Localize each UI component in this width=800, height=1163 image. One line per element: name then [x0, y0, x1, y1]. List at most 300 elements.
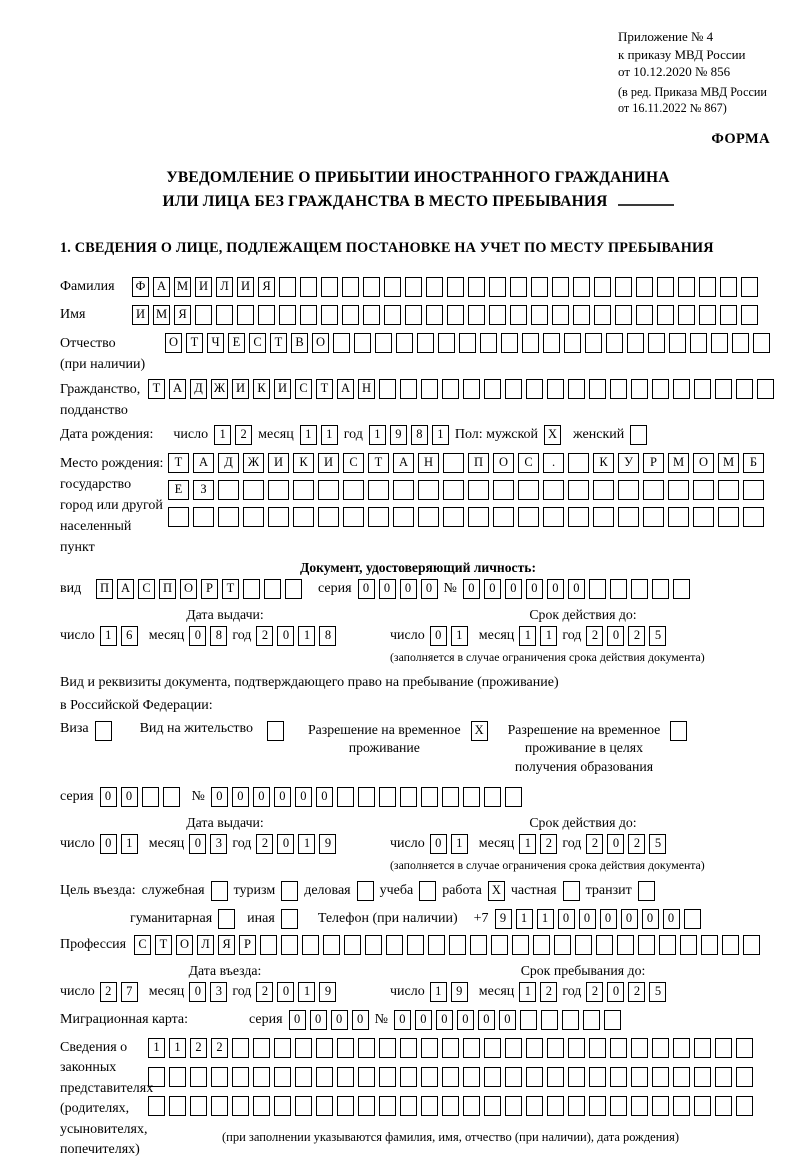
representatives-cells-1	[148, 1038, 753, 1058]
visa-checkbox	[95, 721, 112, 741]
char-cell: 2	[256, 834, 273, 854]
char-cell	[732, 333, 749, 353]
char-cell	[344, 935, 361, 955]
representatives-label-line: усыновителях,	[60, 1121, 148, 1137]
char-cell: Т	[316, 379, 333, 399]
char-cell	[195, 305, 212, 325]
issue-date-block	[60, 607, 390, 665]
char-cell: 0	[352, 1010, 369, 1030]
char-cell: 2	[256, 982, 273, 1002]
char-cell: X	[471, 721, 488, 741]
char-cell	[673, 1067, 690, 1087]
char-cell	[673, 379, 690, 399]
migration-card-label: Миграционная карта:	[60, 1011, 189, 1027]
char-cell	[673, 579, 690, 599]
purpose-tourism-checkbox	[281, 881, 298, 901]
char-cell	[400, 787, 417, 807]
char-cell: Р	[643, 453, 664, 473]
char-cell	[421, 1038, 438, 1058]
char-cell	[684, 909, 701, 929]
char-cell: X	[544, 425, 561, 445]
char-cell	[463, 1067, 480, 1087]
citizenship-label-line: Гражданство,	[60, 381, 141, 397]
valid-year-cells	[586, 834, 666, 854]
char-cell	[418, 480, 439, 500]
char-cell	[253, 1038, 270, 1058]
surname-row	[60, 277, 776, 297]
char-cell: М	[174, 277, 191, 297]
entry-date-block	[60, 963, 390, 1002]
form-title-line2: ИЛИ ЛИЦА БЕЗ ГРАЖДАНСТВА В МЕСТО ПРЕБЫВАНИЯ	[162, 192, 608, 210]
char-cell	[337, 1038, 354, 1058]
char-cell: Е	[168, 480, 189, 500]
patronymic-row	[60, 333, 776, 375]
char-cell	[757, 379, 774, 399]
char-cell	[694, 1096, 711, 1116]
char-cell: 0	[579, 909, 596, 929]
edition-line: (в ред. Приказа МВД России	[618, 84, 767, 99]
char-cell	[568, 1038, 585, 1058]
char-cell: К	[253, 379, 270, 399]
char-cell	[405, 277, 422, 297]
char-cell: 2	[256, 626, 273, 646]
char-cell: 0	[253, 787, 270, 807]
char-cell: Е	[228, 333, 245, 353]
char-cell: З	[193, 480, 214, 500]
char-cell: 0	[277, 982, 294, 1002]
sex-female-checkbox	[630, 425, 647, 445]
char-cell: Б	[743, 453, 764, 473]
char-cell	[393, 507, 414, 527]
patronymic-label-line: (при наличии)	[60, 356, 146, 372]
char-cell	[631, 1096, 648, 1116]
char-cell	[520, 1010, 537, 1030]
char-cell	[337, 1067, 354, 1087]
char-cell: 0	[463, 579, 480, 599]
char-cell	[379, 1096, 396, 1116]
char-cell: 0	[358, 579, 375, 599]
representatives-label	[60, 1038, 154, 1161]
char-cell	[484, 1096, 501, 1116]
char-cell	[505, 1038, 522, 1058]
residence-doc-intro	[60, 671, 776, 717]
valid-day-cells	[430, 834, 468, 854]
residence-doc-dates	[60, 815, 776, 873]
char-cell	[379, 787, 396, 807]
purpose-business-label: деловая	[304, 882, 351, 898]
char-cell: Р	[239, 935, 256, 955]
char-cell: 9	[495, 909, 512, 929]
surname-label: Фамилия	[60, 278, 115, 294]
char-cell	[358, 1096, 375, 1116]
char-cell	[443, 480, 464, 500]
doc-number-cells	[463, 579, 690, 599]
char-cell	[589, 379, 606, 399]
char-cell	[243, 579, 260, 599]
month-label: месяц	[148, 627, 185, 643]
year-label: год	[562, 983, 582, 999]
char-cell	[484, 1038, 501, 1058]
char-cell: 0	[400, 579, 417, 599]
char-cell	[643, 507, 664, 527]
profession-cells	[134, 935, 760, 955]
char-cell	[343, 480, 364, 500]
char-cell	[589, 1067, 606, 1087]
day-label: число	[390, 983, 425, 999]
char-cell	[274, 1038, 291, 1058]
char-cell: 0	[289, 1010, 306, 1030]
char-cell: 5	[649, 982, 666, 1002]
char-cell	[480, 333, 497, 353]
purpose-private-label: частная	[510, 882, 557, 898]
patronymic-label	[60, 333, 165, 375]
char-cell	[318, 507, 339, 527]
char-cell	[631, 379, 648, 399]
char-cell: 2	[540, 982, 557, 1002]
edu-permit-label-line: получения образования	[514, 759, 654, 775]
migration-card-row	[60, 1010, 776, 1030]
char-cell	[543, 333, 560, 353]
purpose-row-2	[130, 909, 776, 929]
char-cell	[442, 379, 459, 399]
form-title-line2-wrap	[60, 190, 776, 214]
char-cell: 9	[319, 982, 336, 1002]
char-cell: Я	[218, 935, 235, 955]
char-cell: А	[153, 277, 170, 297]
char-cell	[699, 305, 716, 325]
char-cell	[343, 507, 364, 527]
char-cell: Я	[258, 277, 275, 297]
char-cell: 0	[547, 579, 564, 599]
char-cell	[211, 1067, 228, 1087]
char-cell	[323, 935, 340, 955]
char-cell	[589, 579, 606, 599]
month-label: месяц	[148, 835, 185, 851]
char-cell	[274, 1096, 291, 1116]
char-cell	[522, 333, 539, 353]
valid-day-cells	[430, 626, 468, 646]
char-cell	[384, 277, 401, 297]
char-cell	[720, 277, 737, 297]
valid-date-heading: Срок действия до:	[529, 814, 637, 830]
char-cell	[218, 507, 239, 527]
temp-permit-label-line: проживание	[348, 740, 420, 756]
char-cell	[489, 305, 506, 325]
char-cell	[168, 507, 189, 527]
migration-number-cells	[394, 1010, 621, 1030]
residence-doc-types-row	[60, 721, 776, 777]
char-cell: 0	[277, 626, 294, 646]
char-cell	[426, 277, 443, 297]
valid-year-cells	[586, 626, 666, 646]
char-cell: 0	[607, 626, 624, 646]
char-cell	[541, 1010, 558, 1030]
char-cell	[670, 721, 687, 741]
char-cell	[459, 333, 476, 353]
char-cell	[421, 379, 438, 399]
char-cell	[547, 1067, 564, 1087]
char-cell	[300, 277, 317, 297]
char-cell: 2	[235, 425, 252, 445]
char-cell: 2	[100, 982, 117, 1002]
citizenship-label-line: подданство	[60, 402, 128, 418]
sex-male-checkbox	[544, 425, 561, 445]
entry-month-cells	[189, 982, 227, 1002]
char-cell: 2	[586, 834, 603, 854]
char-cell: 3	[210, 834, 227, 854]
char-cell	[573, 277, 590, 297]
char-cell: Л	[197, 935, 214, 955]
char-cell: 9	[390, 425, 407, 445]
char-cell	[281, 909, 298, 929]
day-label: число	[60, 835, 95, 851]
char-cell	[216, 305, 233, 325]
char-cell	[316, 1067, 333, 1087]
char-cell: У	[618, 453, 639, 473]
birth-place-row	[60, 453, 776, 558]
char-cell	[279, 277, 296, 297]
month-label: месяц	[478, 835, 515, 851]
char-cell: Т	[186, 333, 203, 353]
char-cell	[354, 333, 371, 353]
issue-date-heading: Дата выдачи:	[186, 606, 264, 622]
char-cell: Ч	[207, 333, 224, 353]
char-cell	[518, 507, 539, 527]
char-cell	[593, 480, 614, 500]
char-cell	[526, 1067, 543, 1087]
char-cell	[400, 1038, 417, 1058]
char-cell	[148, 1067, 165, 1087]
char-cell	[722, 935, 739, 955]
char-cell	[533, 935, 550, 955]
char-cell: 0	[100, 834, 117, 854]
purpose-label: Цель въезда:	[60, 882, 136, 898]
char-cell	[743, 480, 764, 500]
birth-place-cells-2	[168, 480, 764, 500]
char-cell	[295, 1096, 312, 1116]
char-cell: 1	[451, 834, 468, 854]
char-cell	[318, 480, 339, 500]
char-cell	[568, 1096, 585, 1116]
char-cell: 1	[451, 626, 468, 646]
residence-number-cells	[211, 787, 522, 807]
appendix-line: к приказу МВД России	[618, 46, 746, 62]
month-label: месяц	[258, 426, 294, 442]
year-label: год	[232, 627, 252, 643]
char-cell	[95, 721, 112, 741]
char-cell	[281, 881, 298, 901]
char-cell: 1	[321, 425, 338, 445]
char-cell: 0	[436, 1010, 453, 1030]
char-cell: 9	[451, 982, 468, 1002]
phone-prefix: +7	[473, 910, 489, 926]
char-cell	[715, 1038, 732, 1058]
stay-day-cells	[430, 982, 468, 1002]
purpose-humanitarian-label: гуманитарная	[130, 910, 213, 926]
char-cell	[342, 305, 359, 325]
purpose-other-label: иная	[247, 910, 275, 926]
char-cell	[447, 305, 464, 325]
char-cell: 1	[148, 1038, 165, 1058]
day-label: число	[60, 627, 95, 643]
year-label: год	[232, 983, 252, 999]
edition-note	[618, 84, 776, 117]
char-cell	[673, 1096, 690, 1116]
char-cell: 0	[421, 579, 438, 599]
char-cell	[358, 787, 375, 807]
char-cell	[368, 507, 389, 527]
char-cell: 1	[298, 834, 315, 854]
char-cell	[526, 379, 543, 399]
issue-day-cells	[100, 626, 138, 646]
char-cell: 7	[121, 982, 138, 1002]
char-cell: 0	[189, 626, 206, 646]
doc-number-label: №	[443, 580, 457, 596]
char-cell: 1	[121, 834, 138, 854]
char-cell	[363, 305, 380, 325]
char-cell	[501, 333, 518, 353]
char-cell: 0	[121, 787, 138, 807]
char-cell	[657, 305, 674, 325]
valid-date-block	[390, 815, 776, 873]
char-cell	[405, 305, 422, 325]
char-cell: 2	[628, 982, 645, 1002]
char-cell	[493, 507, 514, 527]
doc-number-label: №	[191, 788, 205, 804]
char-cell	[568, 379, 585, 399]
char-cell	[526, 1096, 543, 1116]
year-label: год	[232, 835, 252, 851]
char-cell	[442, 1038, 459, 1058]
char-cell: 1	[369, 425, 386, 445]
char-cell: 0	[100, 787, 117, 807]
year-label: год	[343, 426, 363, 442]
form-title	[60, 166, 776, 214]
day-label: число	[60, 983, 95, 999]
char-cell: И	[195, 277, 212, 297]
char-cell	[678, 305, 695, 325]
char-cell: 1	[214, 425, 231, 445]
purpose-transit-label: транзит	[585, 882, 632, 898]
valid-date-block	[390, 607, 776, 665]
representatives-label-line: попечителях)	[60, 1142, 140, 1158]
char-cell	[701, 935, 718, 955]
purpose-study-checkbox	[419, 881, 436, 901]
month-label: месяц	[148, 983, 185, 999]
char-cell: И	[268, 453, 289, 473]
char-cell: 0	[211, 787, 228, 807]
issue-date-block	[60, 815, 390, 873]
char-cell	[573, 305, 590, 325]
char-cell	[491, 935, 508, 955]
char-cell	[543, 480, 564, 500]
birth-place-label-line: населенный пункт	[60, 518, 132, 555]
char-cell	[593, 507, 614, 527]
issue-year-cells	[256, 834, 336, 854]
char-cell	[617, 935, 634, 955]
citizenship-label	[60, 379, 148, 421]
char-cell	[505, 1067, 522, 1087]
char-cell	[638, 935, 655, 955]
purpose-work-label: работа	[442, 882, 482, 898]
char-cell: Ж	[211, 379, 228, 399]
issue-month-cells	[189, 626, 227, 646]
char-cell: Т	[155, 935, 172, 955]
char-cell	[267, 721, 284, 741]
char-cell: 5	[649, 626, 666, 646]
char-cell: 2	[540, 834, 557, 854]
char-cell	[316, 1038, 333, 1058]
char-cell	[715, 1067, 732, 1087]
char-cell: 2	[190, 1038, 207, 1058]
edu-permit-label	[508, 721, 661, 777]
char-cell: 0	[331, 1010, 348, 1030]
char-cell	[295, 1038, 312, 1058]
char-cell: П	[96, 579, 113, 599]
char-cell	[468, 480, 489, 500]
char-cell	[443, 453, 464, 473]
char-cell: 0	[274, 787, 291, 807]
char-cell: Н	[418, 453, 439, 473]
char-cell	[253, 1067, 270, 1087]
valid-date-heading: Срок действия до:	[529, 606, 637, 622]
temp-permit-label	[308, 721, 461, 758]
entry-dates	[60, 963, 776, 1002]
char-cell: 1	[298, 982, 315, 1002]
char-cell: 1	[537, 909, 554, 929]
birth-date-label: Дата рождения:	[60, 426, 154, 442]
patronymic-label-line: Отчество	[60, 335, 116, 351]
char-cell: 0	[621, 909, 638, 929]
char-cell	[268, 507, 289, 527]
char-cell	[463, 1038, 480, 1058]
temp-permit-checkbox	[471, 721, 488, 741]
char-cell	[384, 305, 401, 325]
char-cell	[417, 333, 434, 353]
char-cell: М	[153, 305, 170, 325]
char-cell	[463, 379, 480, 399]
form-title-line1: УВЕДОМЛЕНИЕ О ПРИБЫТИИ ИНОСТРАННОГО ГРАЖДАНИНА	[166, 168, 670, 186]
char-cell	[610, 579, 627, 599]
residence-permit-label: Вид на жительство	[139, 720, 253, 736]
char-cell	[693, 507, 714, 527]
char-cell	[421, 1096, 438, 1116]
profession-label: Профессия	[60, 936, 127, 952]
char-cell: 8	[210, 626, 227, 646]
char-cell	[694, 1067, 711, 1087]
char-cell	[568, 480, 589, 500]
char-cell	[720, 305, 737, 325]
char-cell	[468, 507, 489, 527]
doc-series-label: серия	[318, 580, 352, 596]
char-cell	[428, 935, 445, 955]
char-cell: 6	[121, 626, 138, 646]
phone-label: Телефон (при наличии)	[317, 910, 458, 926]
char-cell	[321, 305, 338, 325]
representatives-note: (при заполнении указываются фамилия, имя, отчество (при наличии), дата рождения)	[221, 1129, 680, 1144]
blank-underline	[618, 193, 674, 206]
char-cell	[484, 787, 501, 807]
char-cell: П	[159, 579, 176, 599]
char-cell: Л	[216, 277, 233, 297]
char-cell	[375, 333, 392, 353]
char-cell	[333, 333, 350, 353]
char-cell	[743, 935, 760, 955]
birth-month-cells	[300, 425, 338, 445]
char-cell	[615, 277, 632, 297]
char-cell	[610, 1067, 627, 1087]
valid-month-cells	[519, 626, 557, 646]
